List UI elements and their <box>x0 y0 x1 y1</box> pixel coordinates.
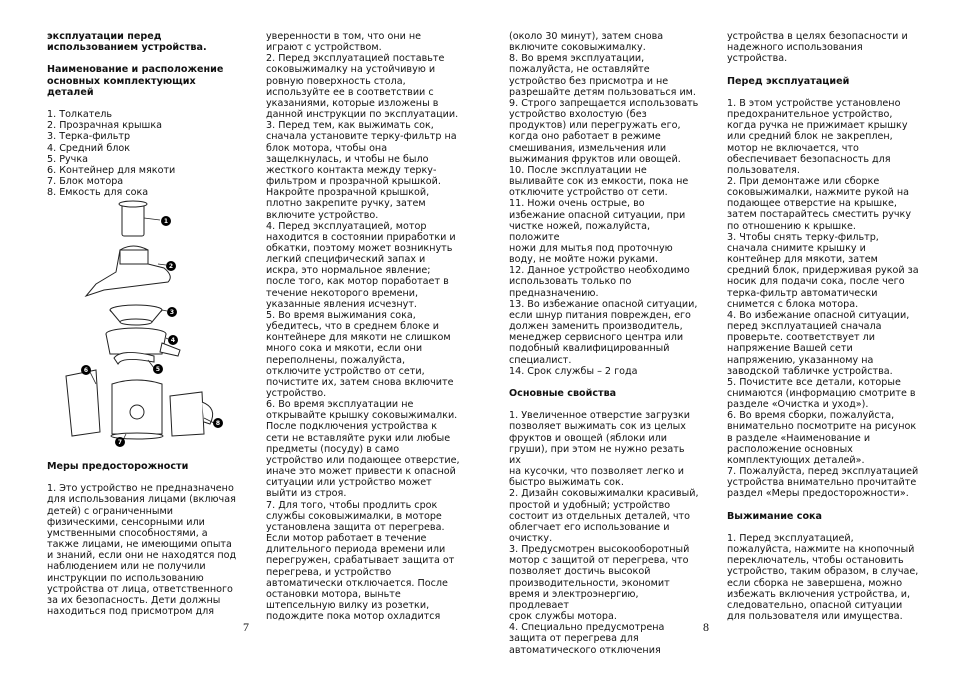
text-line: пользователя. <box>727 164 800 176</box>
text-line: надежного использования <box>727 42 863 54</box>
text-line: устройства внимательно прочитайте <box>727 477 917 489</box>
text-line: устройство, таким образом, в случае, <box>727 566 919 578</box>
text-line: также лицами, не имеющими опыта <box>47 539 232 551</box>
text-line: 13. Во избежание опасной ситуации, <box>509 298 698 310</box>
text-line: соковыжималки, нажмите рукой на <box>727 187 909 199</box>
text-line: контейнер для мякоти, затем <box>727 254 878 266</box>
column-3-text-bottom <box>509 410 699 655</box>
column-2 <box>266 31 471 622</box>
text-line: ровную поверхность стола, <box>266 75 406 87</box>
components-heading: деталей <box>47 86 94 98</box>
text-line: 5. Почистите все детали, которые <box>727 376 901 388</box>
text-line: 4. Во избежание опасной ситуации, <box>727 309 910 321</box>
text-line: физическими, сенсорными или <box>47 516 205 528</box>
text-line: за их безопасность. Дети должны <box>47 594 221 606</box>
page-number-right: 8 <box>703 620 709 634</box>
figure-label-2: 2 <box>168 263 174 270</box>
text-line: после того, как мотор поработает в <box>266 276 449 288</box>
text-line: контейнере для мякоти не слишком <box>266 332 451 344</box>
figure-label-6: 6 <box>83 367 89 374</box>
text-line: 3. Чтобы снять терку-фильтр, <box>727 231 879 243</box>
text-line: детей) с ограниченными <box>47 505 173 517</box>
text-line: позволяет достичь высокой <box>509 566 651 578</box>
text-line: сначала снимите крышку и <box>727 242 866 254</box>
components-list <box>47 109 252 198</box>
text-line: 12. Данное устройство необходимо <box>509 265 690 277</box>
text-line: защита от перегрева для <box>509 633 639 645</box>
text-line: раздел «Меры предосторожности». <box>727 488 909 500</box>
figure-label-5: 5 <box>155 366 161 373</box>
component-item: 7. Блок мотора <box>47 176 124 187</box>
text-line: длительного периода времени или <box>266 544 446 556</box>
before-use-heading: Перед эксплуатацией <box>727 75 850 87</box>
text-line: службы соковыжималки, в моторе <box>266 510 442 522</box>
text-line: играют с устройством. <box>266 42 382 54</box>
text-line: следовательно, опасной ситуации <box>727 599 903 611</box>
column-4-text-mid <box>727 98 922 500</box>
text-line: когда оно работает в режиме <box>509 131 661 143</box>
text-line: плотно закрепите ручку, затем <box>266 198 426 210</box>
precautions-text <box>47 483 252 617</box>
text-line: 14. Срок службы – 2 года <box>509 365 638 377</box>
text-line: подобный квалифицированный <box>509 343 670 355</box>
text-line: инструкции по использованию <box>47 572 204 584</box>
text-line: терка-фильтр автоматически <box>727 287 878 299</box>
text-line: переключатель, чтобы остановить <box>727 555 904 567</box>
text-line: специалист. <box>509 354 572 366</box>
text-line: течение некоторого времени, <box>266 287 419 299</box>
text-line: искра, это нормальное явление; <box>266 265 431 277</box>
text-line: 4. Специально предусмотрена <box>509 622 665 634</box>
text-line: снимется с блока мотора. <box>727 298 859 310</box>
text-line: автоматического отключения <box>509 644 661 656</box>
text-line: наблюдением или не получили <box>47 561 206 573</box>
text-line: смешивания, измельчения или <box>509 142 667 154</box>
text-line: установлена защита от перегрева. <box>266 521 445 533</box>
text-line: срок службы мотора. <box>509 611 617 623</box>
text-line: предназначению. <box>509 287 599 299</box>
component-item: 1. Толкатель <box>47 109 113 121</box>
text-line: указанные явления исчезнут. <box>266 298 417 310</box>
text-line: отключите устройство от сети, <box>266 365 425 377</box>
text-line: на кусочки, что позволяет легко и <box>509 466 685 478</box>
text-line: воду, не мойте ножи руками. <box>509 254 659 266</box>
text-line: снимаются (информацию смотрите в <box>727 387 916 399</box>
juicer-exploded-diagram <box>62 198 236 448</box>
text-line: После подключения устройства к <box>266 421 438 433</box>
text-line: 9. Строго запрещается использовать <box>509 97 699 109</box>
text-line: 7. Пожалуйста, перед эксплуатацией <box>727 466 919 478</box>
text-line: 2. Дизайн соковыжималки красивый, <box>509 488 699 500</box>
text-line: менеджер сервисного центра или <box>509 332 684 344</box>
text-line: защелкнулась, и чтобы не было <box>266 153 429 165</box>
text-line: средний блок, придерживая рукой за <box>727 265 919 277</box>
text-line: устройства от лица, ответственного <box>47 583 233 595</box>
text-line: 4. Перед эксплуатацией, мотор <box>266 220 427 232</box>
text-line: 7. Для того, чтобы продлить срок <box>266 499 438 511</box>
text-line: остановки мотора, выньте <box>266 588 401 600</box>
text-line: почистите их, затем снова включите <box>266 376 454 388</box>
text-line: убедитесь, что в среднем блоке и <box>266 321 440 333</box>
text-line: время и электроэнергию, продлевает <box>509 588 639 611</box>
text-line: для пользователя или имущества. <box>727 611 903 623</box>
text-line: выливайте сок из емкости, пока не <box>509 176 689 188</box>
text-line: если сборка не завершена, можно <box>727 577 903 589</box>
component-item: 8. Емкость для сока <box>47 187 149 199</box>
text-line: 1. Перед эксплуатацией, <box>727 532 854 544</box>
text-line: ситуации или устройство может <box>266 477 432 489</box>
text-line: включите устройство. <box>266 209 379 221</box>
text-line: 2. Перед эксплуатацией поставьте <box>266 53 445 65</box>
text-line: блок мотора, чтобы она <box>266 142 388 154</box>
text-line: носик для подачи сока, после чего <box>727 276 905 288</box>
column-4-text-top <box>727 31 922 64</box>
text-line: выжимания фруктов или овощей. <box>509 153 681 165</box>
text-line: предохранительное устройство, <box>727 109 893 121</box>
text-line: чистке ножей, пожалуйста, положите <box>509 220 651 243</box>
text-line: 10. После эксплуатации не <box>509 164 647 176</box>
text-line: устройство. <box>266 388 327 399</box>
figure-label-3: 3 <box>169 309 175 316</box>
text-line: 2. При демонтаже или сборке <box>727 176 880 187</box>
text-line: данной инструкции по эксплуатации. <box>266 109 459 121</box>
text-line: находится в состоянии приработки и <box>266 231 456 243</box>
text-line: комплектующих деталей». <box>727 454 865 466</box>
component-item: 2. Прозрачная крышка <box>47 120 162 132</box>
text-line: перегружен, срабатывает защита от <box>266 555 455 567</box>
text-line: пожалуйста, не оставляйте <box>509 64 650 76</box>
text-line: по отношению к крышке. <box>727 220 856 232</box>
text-line: 1. В этом устройстве установлено <box>727 97 901 109</box>
text-line: штепсельную вилку из розетки, <box>266 599 430 611</box>
text-line: фильтром и прозрачной крышкой. <box>266 176 441 188</box>
text-line: 1. Увеличенное отверстие загрузки <box>509 410 690 422</box>
text-line: умственными способностями, а <box>47 527 208 539</box>
precautions-heading: Меры предосторожности <box>47 461 189 472</box>
column-4 <box>727 31 922 622</box>
text-line: позволяет выжимать сок из целых <box>509 421 686 433</box>
text-line: продуктов) или перегружать его, <box>509 120 681 132</box>
text-line: подающее отверстие на крышке, <box>727 198 897 210</box>
text-line: сначала установите терку-фильтр на <box>266 131 457 143</box>
text-line: жесткого контакта между терку- <box>266 164 437 176</box>
text-line: избежать включения устройства, и, <box>727 588 911 600</box>
text-line: если шнур питания поврежден, его <box>509 309 691 321</box>
text-line: мотор с защитой от перегрева, что <box>509 555 689 567</box>
text-line: когда ручка не прижимает крышку <box>727 120 908 132</box>
text-line: много сока и мякоти, если они <box>266 343 423 355</box>
text-line: разделе «Очистка и уход»). <box>727 399 869 411</box>
text-line: используйте ее в соответствии с <box>266 86 434 98</box>
text-line: простой и удобный; устройство <box>509 499 671 511</box>
text-line: 3. Перед тем, как выжимать сок, <box>266 120 434 132</box>
features-heading: Основные свойства <box>509 387 617 399</box>
text-line: Если мотор работает в течение <box>266 533 427 545</box>
text-line: производительности, экономит <box>509 577 670 589</box>
precautions-section <box>47 461 252 617</box>
text-line: перегрева, и устройство <box>266 566 392 578</box>
component-item: 6. Контейнер для мякоти <box>47 164 176 176</box>
text-line: 8. Во время эксплуатации, <box>509 53 645 65</box>
text-line: (около 30 минут), затем снова <box>509 31 664 42</box>
text-line: автоматически отключается. После <box>266 577 448 589</box>
intro-line: использованием устройства. <box>47 42 207 54</box>
text-line: указаниями, которые изложены в <box>266 97 439 109</box>
page-number-left: 7 <box>243 620 249 634</box>
text-line: должен заменить производитель, <box>509 321 683 333</box>
text-line: обкатки, поэтому может возникнуть <box>266 242 453 254</box>
text-line: напряжению, указанному на <box>727 354 874 366</box>
text-line: 3. Предусмотрен высокооборотный <box>509 544 690 556</box>
text-line: использовать только по <box>509 276 632 288</box>
text-line: избежание опасной ситуации, при <box>509 209 686 221</box>
text-line: иначе это может привести к опасной <box>266 466 456 478</box>
text-line: разрешайте детям пользоваться им. <box>509 86 696 98</box>
text-line: пожалуйста, нажмите на кнопочный <box>727 544 915 556</box>
text-line: напряжение Вашей сети <box>727 343 853 355</box>
column-3 <box>509 31 699 656</box>
text-line: груши), при этом не нужно резать их <box>509 443 685 466</box>
text-line: расположение основных <box>727 443 853 455</box>
text-line: 11. Ножи очень острые, во <box>509 198 645 210</box>
text-line: подождите пока мотор охладится <box>266 611 441 623</box>
text-line: устройства. <box>727 53 788 65</box>
component-item: 4. Средний блок <box>47 142 131 154</box>
text-line: легкий специфический запах и <box>266 254 426 266</box>
figure-label-4: 4 <box>170 337 176 344</box>
text-line: находиться под присмотром для <box>47 606 215 618</box>
column-4-text-bottom <box>727 533 922 622</box>
text-line: отключите устройство от сети. <box>509 187 668 199</box>
text-line: заводской табличке устройства. <box>727 365 893 377</box>
component-item: 5. Ручка <box>47 153 89 165</box>
text-line: Накройте прозрачной крышкой, <box>266 187 430 199</box>
text-line: устройство или подающее отверстие, <box>266 454 460 466</box>
text-line: устройства в целях безопасности и <box>727 31 908 42</box>
text-line: обеспечивает безопасность для <box>727 153 891 165</box>
components-heading: Наименование и расположение <box>47 64 224 76</box>
column-3-text-top <box>509 31 699 377</box>
text-line: 6. Во время сборки, пожалуйста, <box>727 410 895 422</box>
text-line: затем постарайтесь сместить ручку <box>727 209 912 221</box>
text-line: в разделе «Наименование и <box>727 432 871 444</box>
text-line: быстро выжимать сок. <box>509 477 624 489</box>
text-line: 5. Во время выжимания сока, <box>266 309 416 321</box>
text-line: проверьте. соответствует ли <box>727 332 875 344</box>
figure-label-7: 7 <box>117 439 123 446</box>
text-line: ножи для мытья под проточную <box>509 242 673 254</box>
text-line: соковыжималку на устойчивую и <box>266 64 436 76</box>
text-line: уверенности в том, что они не <box>266 31 422 42</box>
juicing-heading: Выжимание сока <box>727 510 823 522</box>
text-line: облегчает его использование и <box>509 521 670 533</box>
text-line: переполнены, пожалуйста, <box>266 354 406 366</box>
text-line: фруктов и овощей (яблоки или <box>509 432 667 444</box>
text-line: и знаний, если они не находятся под <box>47 550 237 562</box>
figure-label-8: 8 <box>215 420 221 427</box>
text-line: устройство вхолостую (без <box>509 109 647 121</box>
text-line: открывайте крышку соковыжималки. <box>266 410 458 422</box>
figure-label-1: 1 <box>163 218 169 225</box>
text-line: 1. Это устройство не предназначено <box>47 483 234 495</box>
text-line: сети не вставляйте руки или любые <box>266 432 451 444</box>
text-line: состоит из отдельных деталей, что <box>509 510 690 522</box>
intro-line: эксплуатации перед <box>47 31 162 42</box>
text-line: 6. Во время эксплуатации не <box>266 399 414 411</box>
text-line: для использования лицами (включая <box>47 494 236 506</box>
text-line: внимательно посмотрите на рисунок <box>727 421 917 433</box>
text-line: очистку. <box>509 533 553 544</box>
text-line: выйти из строя. <box>266 488 347 500</box>
text-line: предметы (посуду) в само <box>266 443 400 455</box>
text-line: или средний блок не закреплен, <box>727 131 893 143</box>
text-line: включите соковыжималку. <box>509 42 646 54</box>
component-item: 3. Терка-фильтр <box>47 131 131 143</box>
column-2-text <box>266 31 471 622</box>
column-1 <box>47 31 252 198</box>
text-line: устройство без присмотра и не <box>509 75 669 87</box>
text-line: мотор не включается, что <box>727 142 859 154</box>
components-heading: основных комплектующих <box>47 75 196 87</box>
text-line: перед эксплуатацией сначала <box>727 321 882 333</box>
